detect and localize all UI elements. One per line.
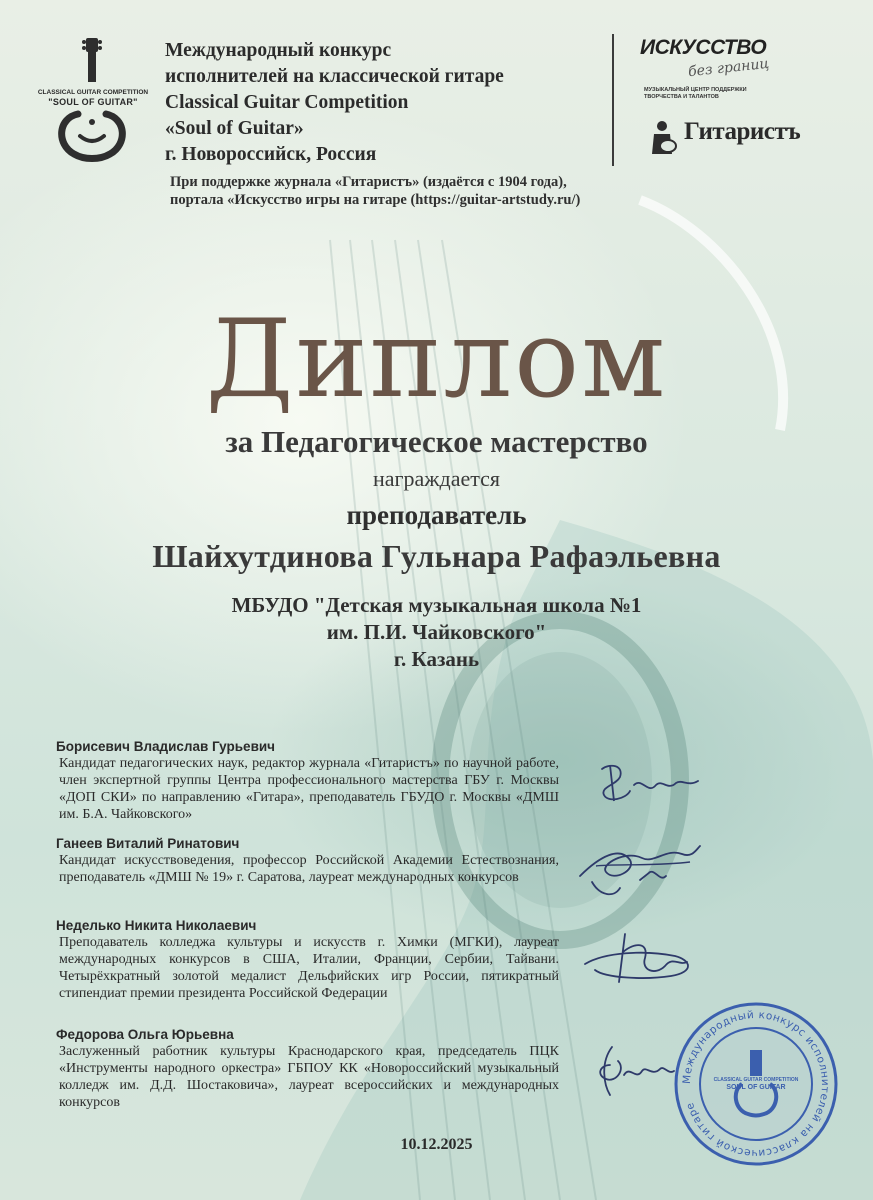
- jury-name: Борисевич Владислав Гурьевич: [56, 739, 275, 754]
- title-line: Международный конкурс: [165, 40, 392, 61]
- school-line: МБУДО "Детская музыкальная школа №1: [231, 593, 642, 617]
- awarded-label: награждается: [372, 466, 500, 491]
- title-line: Classical Guitar Competition: [165, 92, 409, 113]
- jury-member: [56, 738, 559, 823]
- signature-ganeev: [570, 836, 710, 906]
- jury-name: Ганеев Виталий Ринатович: [56, 836, 240, 851]
- music-center-caption: [644, 87, 764, 101]
- jury-description: Кандидат искусствоведения, профессор Российской Академии Естествознания, преподаватель «ДМШ № 19» г. Саратова, лауреат международных конкурсов: [59, 853, 559, 885]
- logo-small-line2: "SOUL OF GUITAR": [48, 97, 138, 107]
- jury-member: [56, 917, 559, 1002]
- school-line: г. Казань: [393, 647, 480, 671]
- diploma-title: Диплом: [205, 297, 668, 422]
- partner-logos: [640, 30, 800, 170]
- issue-date: 10.12.2025: [400, 1136, 473, 1153]
- jury-member: [56, 835, 559, 886]
- iskusstvo-logo: ИСКУССТВО: [640, 36, 767, 59]
- award-category: за Педагогическое мастерство: [225, 424, 648, 459]
- signature-fedorova: [590, 1035, 680, 1105]
- jury-name: Неделько Никита Николаевич: [56, 918, 257, 933]
- gitarist-logo: Гитаристъ: [684, 118, 801, 145]
- logo-small-line1: CLASSICAL GUITAR COMPETITION: [37, 89, 149, 96]
- svg-text:SOUL OF GUITAR: SOUL OF GUITAR: [726, 1084, 786, 1091]
- title-line: г. Новороссийск, Россия: [165, 144, 377, 165]
- bez-granits-text: без границ: [687, 55, 770, 81]
- svg-text:CLASSICAL GUITAR COMPETITION: CLASSICAL GUITAR COMPETITION: [713, 1077, 799, 1083]
- jury-description: Преподаватель колледжа культуры и искусств г. Химки (МГКИ), лауреат международных конкурсов в США, Италии, Франции, Сербии, Тайвани. Четырёхкратный золотой медалист Дельфийских игр России, пятикратный стипендиат премии президента Российской Федерации: [59, 935, 559, 1001]
- soul-of-guitar-logo: [28, 36, 158, 166]
- guitarist-figure-icon: [642, 118, 682, 158]
- jury-description: Заслуженный работник культуры Краснодарского края, председатель ПЦК «Инструменты народного оркестра» ГБПОУ КК «Новороссийский музыкальный колледж им. Д.Д. Шостаковича», лауреат всероссийских и международных конкурсов: [59, 1044, 559, 1110]
- jury-description: Кандидат педагогических наук, редактор журнала «Гитаристъ» по научной работе, член экспертной группы Центра профессионального мастерства ГБУ г. Москвы «ДОП СКИ» по направлению «Гитара», преподаватель ГБУДО г. Москвы «ДМШ им. Б.А. Чайковского»: [59, 756, 559, 822]
- school-line: им. П.И. Чайковского": [326, 620, 547, 644]
- school-info: [0, 592, 873, 673]
- recipient-name: Шайхутдинова Гульнара Рафаэльевна: [152, 538, 721, 574]
- header-divider: [612, 34, 614, 166]
- jury-member: [56, 1026, 559, 1111]
- support-line: При поддержке журнала «Гитаристъ» (издаётся с 1904 года),: [170, 174, 567, 190]
- music-center-line: МУЗЫКАЛЬНЫЙ ЦЕНТР ПОДДЕРЖКИ: [644, 87, 747, 93]
- signature-nedelko: [575, 922, 705, 992]
- title-line: «Soul of Guitar»: [165, 118, 304, 139]
- music-center-line: ТВОРЧЕСТВА И ТАЛАНТОВ: [644, 94, 719, 100]
- signature-borisevich: [590, 755, 710, 815]
- support-line: портала «Искусство игры на гитаре (https://guitar-artstudy.ru/): [170, 192, 581, 208]
- support-text: [170, 173, 620, 209]
- title-line: исполнителей на классической гитаре: [165, 66, 504, 87]
- svg-text:Международный конкурс исполнит: Международный конкурс исполнителей на классической гитаре: [680, 1008, 832, 1160]
- jury-name: Федорова Ольга Юрьевна: [56, 1027, 234, 1042]
- recipient-role: преподаватель: [346, 500, 527, 530]
- competition-title: [165, 38, 605, 168]
